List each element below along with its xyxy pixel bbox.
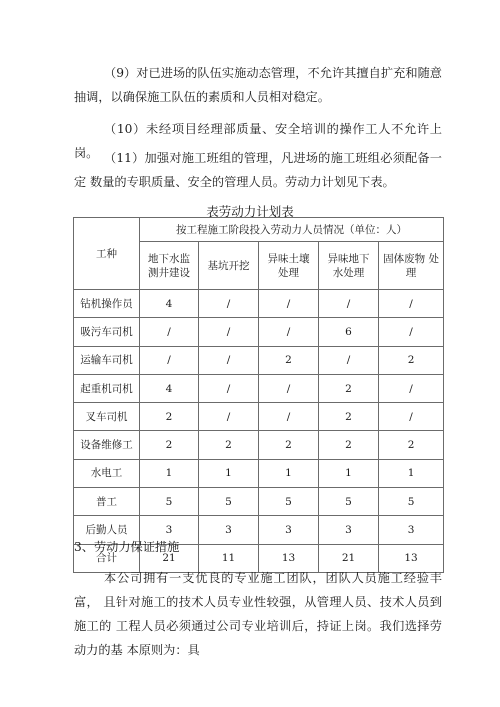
table-row	[74, 374, 444, 402]
trade-cell: 设备维修工	[74, 431, 140, 459]
table-row	[74, 290, 444, 318]
value-cell: 2	[319, 374, 379, 402]
trade-cell: 吸污车司机	[74, 318, 140, 346]
value-cell: 2	[259, 346, 319, 374]
value-cell: 3	[319, 516, 379, 544]
value-cell: 3	[140, 516, 199, 544]
paragraph-item-10: （10）未经项目经理部质量、安全培训的操作工人不允许上岗。	[74, 122, 442, 160]
value-cell: 5	[319, 488, 379, 516]
value-cell: /	[199, 290, 259, 318]
table-row	[74, 318, 444, 346]
value-cell: /	[379, 290, 444, 318]
stage-header: 基坑开挖	[199, 242, 259, 290]
trade-cell: 钻机操作员	[74, 290, 140, 318]
stage-header: 固体废物 处理	[379, 242, 444, 290]
value-cell: /	[379, 374, 444, 402]
value-cell: 5	[140, 488, 199, 516]
value-cell: 2	[319, 403, 379, 431]
trade-cell: 普工	[74, 488, 140, 516]
trade-cell: 起重机司机	[74, 374, 140, 402]
stage-header: 异味土壤 处理	[259, 242, 319, 290]
trade-cell: 水电工	[74, 459, 140, 487]
trade-cell: 运输车司机	[74, 346, 140, 374]
value-cell: 5	[199, 488, 259, 516]
stage-header: 异味地下 水处理	[319, 242, 379, 290]
value-cell: 5	[259, 488, 319, 516]
table-row	[74, 346, 444, 374]
table-caption: 表劳动力计划表	[206, 204, 294, 219]
value-cell: 5	[379, 488, 444, 516]
value-cell: 4	[140, 374, 199, 402]
value-cell: 21	[319, 544, 379, 572]
value-cell: /	[259, 318, 319, 346]
value-cell: 4	[140, 290, 199, 318]
value-cell: 2	[199, 431, 259, 459]
table-row	[74, 459, 444, 487]
value-cell: 13	[379, 544, 444, 572]
section-heading: 3、劳动力保证措施	[74, 540, 180, 554]
value-cell: /	[140, 318, 199, 346]
value-cell: /	[259, 374, 319, 402]
trade-cell: 合计	[74, 544, 140, 572]
value-cell: /	[259, 290, 319, 318]
value-cell: 3	[379, 516, 444, 544]
value-cell: /	[140, 346, 199, 374]
labor-plan-table	[73, 217, 444, 573]
value-cell: /	[319, 290, 379, 318]
value-cell: /	[199, 346, 259, 374]
value-cell: 1	[259, 459, 319, 487]
value-cell: 2	[140, 403, 199, 431]
value-cell: 21	[140, 544, 199, 572]
paragraph-item-9: （9）对已进场的队伍实施动态管理，不允许其擅自扩充和随意 抽调，以确保施工队伍的素质和人员相对稳定。	[74, 66, 442, 104]
table-row	[74, 431, 444, 459]
value-cell: 11	[199, 544, 259, 572]
value-cell: 3	[259, 516, 319, 544]
value-cell: /	[199, 403, 259, 431]
value-cell: 2	[379, 346, 444, 374]
value-cell: /	[379, 403, 444, 431]
trade-cell: 后勤人员	[74, 516, 140, 544]
stage-group-header: 按工程施工阶段投入劳动力人员情况（单位：人）	[140, 218, 444, 242]
value-cell: 2	[259, 431, 319, 459]
paragraph-labor-guarantee: 本公司拥有一支优良的专业施工团队，团队人员施工经验丰富， 且针对施工的技术人员专业性较强，从管理人员、技术人员到施工的 工程人员必须通过公司专业培训后，持证上岗。我们选择劳动力的基 本原则为：具	[74, 571, 442, 657]
trade-column-header: 工种	[74, 218, 140, 290]
value-cell: 1	[140, 459, 199, 487]
value-cell: /	[199, 318, 259, 346]
value-cell: 6	[319, 318, 379, 346]
trade-cell: 叉车司机	[74, 403, 140, 431]
value-cell: 2	[140, 431, 199, 459]
value-cell: /	[199, 374, 259, 402]
value-cell: 1	[199, 459, 259, 487]
value-cell: /	[379, 318, 444, 346]
value-cell: 3	[199, 516, 259, 544]
value-cell: 2	[379, 431, 444, 459]
stage-header: 地下水监 测井建设	[140, 242, 199, 290]
value-cell: 2	[319, 431, 379, 459]
value-cell: /	[319, 346, 379, 374]
paragraph-item-11: （11）加强对施工班组的管理，凡进场的施工班组必须配备一定 数量的专职质量、安全的管理人员。劳动力计划见下表。	[74, 151, 442, 189]
value-cell: 1	[319, 459, 379, 487]
table-row	[74, 488, 444, 516]
value-cell: /	[259, 403, 319, 431]
value-cell: 1	[379, 459, 444, 487]
table-row	[74, 403, 444, 431]
value-cell: 13	[259, 544, 319, 572]
